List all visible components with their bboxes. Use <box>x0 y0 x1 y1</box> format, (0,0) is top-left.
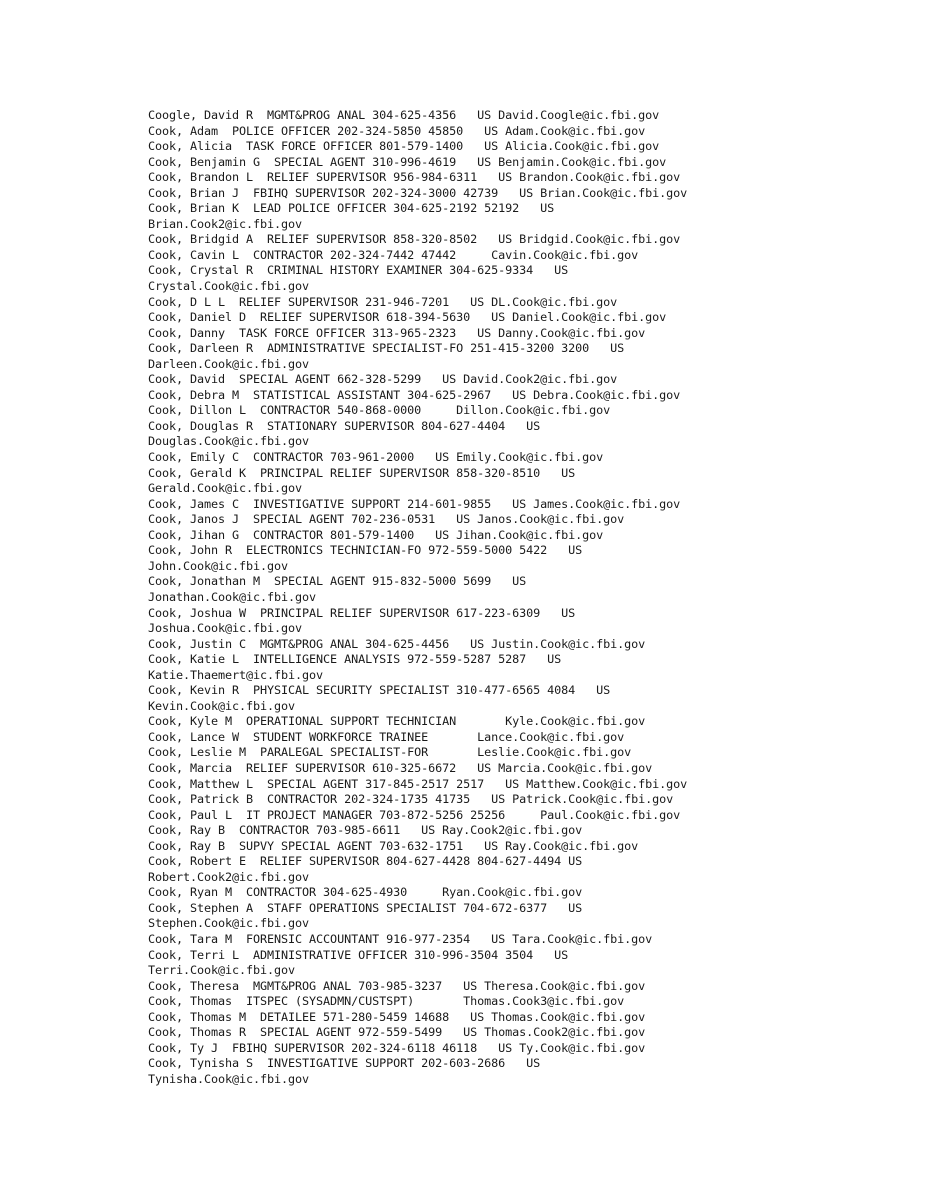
directory-line: Cook, Janos J SPECIAL AGENT 702-236-0531 US Janos.Cook@ic.fbi.gov <box>148 512 625 527</box>
directory-line: Cook, Brian K LEAD POLICE OFFICER 304-625-2192 52192 US <box>148 201 555 216</box>
directory-line: Robert.Cook2@ic.fbi.gov <box>148 869 310 884</box>
directory-listing <box>148 108 687 1087</box>
directory-line: Cook, Crystal R CRIMINAL HISTORY EXAMINER 304-625-9334 US <box>148 263 569 278</box>
directory-line: Cook, Robert E RELIEF SUPERVISOR 804-627-4428 804-627-4494 US <box>148 854 583 869</box>
directory-line: Cook, Kevin R PHYSICAL SECURITY SPECIALIST 310-477-6565 4084 US <box>148 683 611 698</box>
directory-line: Cook, Thomas M DETAILEE 571-280-5459 14688 US Thomas.Cook@ic.fbi.gov <box>148 1009 646 1024</box>
directory-line: Cook, Benjamin G SPECIAL AGENT 310-996-4619 US Benjamin.Cook@ic.fbi.gov <box>148 154 667 169</box>
directory-line: Cook, Justin C MGMT&PROG ANAL 304-625-4456 US Justin.Cook@ic.fbi.gov <box>148 636 646 651</box>
directory-line: Cook, Leslie M PARALEGAL SPECIALIST-FOR Leslie.Cook@ic.fbi.gov <box>148 745 632 760</box>
directory-line: Cook, Danny TASK FORCE OFFICER 313-965-2323 US Danny.Cook@ic.fbi.gov <box>148 325 646 340</box>
directory-line: Cook, Ray B SUPVY SPECIAL AGENT 703-632-1751 US Ray.Cook@ic.fbi.gov <box>148 838 639 853</box>
directory-line: Cook, David SPECIAL AGENT 662-328-5299 US David.Cook2@ic.fbi.gov <box>148 372 618 387</box>
directory-line: Cook, Adam POLICE OFFICER 202-324-5850 45850 US Adam.Cook@ic.fbi.gov <box>148 123 646 138</box>
directory-line: Cook, Terri L ADMINISTRATIVE OFFICER 310-996-3504 3504 US <box>148 947 569 962</box>
directory-line: Katie.Thaemert@ic.fbi.gov <box>148 667 324 682</box>
directory-line: Cook, Emily C CONTRACTOR 703-961-2000 US Emily.Cook@ic.fbi.gov <box>148 450 604 465</box>
directory-line: Terri.Cook@ic.fbi.gov <box>148 963 296 978</box>
directory-line: Cook, Ray B CONTRACTOR 703-985-6611 US Ray.Cook2@ic.fbi.gov <box>148 823 583 838</box>
directory-line: Cook, Brandon L RELIEF SUPERVISOR 956-984-6311 US Brandon.Cook@ic.fbi.gov <box>148 170 681 185</box>
directory-line: Cook, Bridgid A RELIEF SUPERVISOR 858-320-8502 US Bridgid.Cook@ic.fbi.gov <box>148 232 681 247</box>
directory-line: Cook, Daniel D RELIEF SUPERVISOR 618-394-5630 US Daniel.Cook@ic.fbi.gov <box>148 310 667 325</box>
directory-line: Cook, Ryan M CONTRACTOR 304-625-4930 Ryan.Cook@ic.fbi.gov <box>148 885 583 900</box>
directory-line: Cook, Paul L IT PROJECT MANAGER 703-872-5256 25256 Paul.Cook@ic.fbi.gov <box>148 807 681 822</box>
directory-line: Crystal.Cook@ic.fbi.gov <box>148 279 310 294</box>
directory-line: Cook, Jonathan M SPECIAL AGENT 915-832-5000 5699 US <box>148 574 527 589</box>
directory-line: Cook, Theresa MGMT&PROG ANAL 703-985-3237 US Theresa.Cook@ic.fbi.gov <box>148 978 646 993</box>
directory-line: Coogle, David R MGMT&PROG ANAL 304-625-4356 US David.Coogle@ic.fbi.gov <box>148 108 660 122</box>
directory-line: Kevin.Cook@ic.fbi.gov <box>148 698 296 713</box>
directory-line: Cook, Lance W STUDENT WORKFORCE TRAINEE Lance.Cook@ic.fbi.gov <box>148 729 625 744</box>
directory-line: Brian.Cook2@ic.fbi.gov <box>148 216 303 231</box>
directory-line: Cook, Dillon L CONTRACTOR 540-868-0000 Dillon.Cook@ic.fbi.gov <box>148 403 611 418</box>
directory-line: Stephen.Cook@ic.fbi.gov <box>148 916 310 931</box>
directory-line: Cook, Kyle M OPERATIONAL SUPPORT TECHNICIAN Kyle.Cook@ic.fbi.gov <box>148 714 646 729</box>
directory-line: Cook, Jihan G CONTRACTOR 801-579-1400 US Jihan.Cook@ic.fbi.gov <box>148 527 604 542</box>
directory-line: Cook, Gerald K PRINCIPAL RELIEF SUPERVISOR 858-320-8510 US <box>148 465 576 480</box>
directory-line: Cook, Stephen A STAFF OPERATIONS SPECIALIST 704-672-6377 US <box>148 900 583 915</box>
directory-line: Joshua.Cook@ic.fbi.gov <box>148 621 303 636</box>
directory-line: Gerald.Cook@ic.fbi.gov <box>148 481 303 496</box>
directory-line: Cook, Tynisha S INVESTIGATIVE SUPPORT 202-603-2686 US <box>148 1056 541 1071</box>
directory-line: John.Cook@ic.fbi.gov <box>148 558 289 573</box>
directory-line: Cook, Thomas R SPECIAL AGENT 972-559-5499 US Thomas.Cook2@ic.fbi.gov <box>148 1025 646 1040</box>
directory-line: Cook, Patrick B CONTRACTOR 202-324-1735 41735 US Patrick.Cook@ic.fbi.gov <box>148 792 674 807</box>
directory-line: Cook, Tara M FORENSIC ACCOUNTANT 916-977-2354 US Tara.Cook@ic.fbi.gov <box>148 931 653 946</box>
directory-line: Cook, Ty J FBIHQ SUPERVISOR 202-324-6118 46118 US Ty.Cook@ic.fbi.gov <box>148 1040 646 1055</box>
directory-line: Jonathan.Cook@ic.fbi.gov <box>148 589 317 604</box>
directory-line: Cook, Katie L INTELLIGENCE ANALYSIS 972-559-5287 5287 US <box>148 652 562 667</box>
directory-line: Cook, Brian J FBIHQ SUPERVISOR 202-324-3000 42739 US Brian.Cook@ic.fbi.gov <box>148 185 688 200</box>
directory-line: Cook, Marcia RELIEF SUPERVISOR 610-325-6672 US Marcia.Cook@ic.fbi.gov <box>148 760 653 775</box>
directory-line: Cook, Debra M STATISTICAL ASSISTANT 304-625-2967 US Debra.Cook@ic.fbi.gov <box>148 387 681 402</box>
directory-line: Douglas.Cook@ic.fbi.gov <box>148 434 310 449</box>
directory-line: Cook, Joshua W PRINCIPAL RELIEF SUPERVISOR 617-223-6309 US <box>148 605 576 620</box>
directory-line: Cook, Douglas R STATIONARY SUPERVISOR 804-627-4404 US <box>148 418 541 433</box>
directory-line: Tynisha.Cook@ic.fbi.gov <box>148 1071 310 1086</box>
directory-line: Cook, Darleen R ADMINISTRATIVE SPECIALIST-FO 251-415-3200 3200 US <box>148 341 625 356</box>
directory-line: Cook, D L L RELIEF SUPERVISOR 231-946-7201 US DL.Cook@ic.fbi.gov <box>148 294 618 309</box>
directory-line: Cook, Thomas ITSPEC (SYSADMN/CUSTSPT) Thomas.Cook3@ic.fbi.gov <box>148 994 625 1009</box>
directory-line: Cook, Matthew L SPECIAL AGENT 317-845-2517 2517 US Matthew.Cook@ic.fbi.gov <box>148 776 688 791</box>
directory-line: Cook, Cavin L CONTRACTOR 202-324-7442 47442 Cavin.Cook@ic.fbi.gov <box>148 247 639 262</box>
directory-line: Cook, John R ELECTRONICS TECHNICIAN-FO 972-559-5000 5422 US <box>148 543 583 558</box>
directory-line: Cook, Alicia TASK FORCE OFFICER 801-579-1400 US Alicia.Cook@ic.fbi.gov <box>148 139 660 154</box>
directory-line: Cook, James C INVESTIGATIVE SUPPORT 214-601-9855 US James.Cook@ic.fbi.gov <box>148 496 681 511</box>
directory-line: Darleen.Cook@ic.fbi.gov <box>148 356 310 371</box>
